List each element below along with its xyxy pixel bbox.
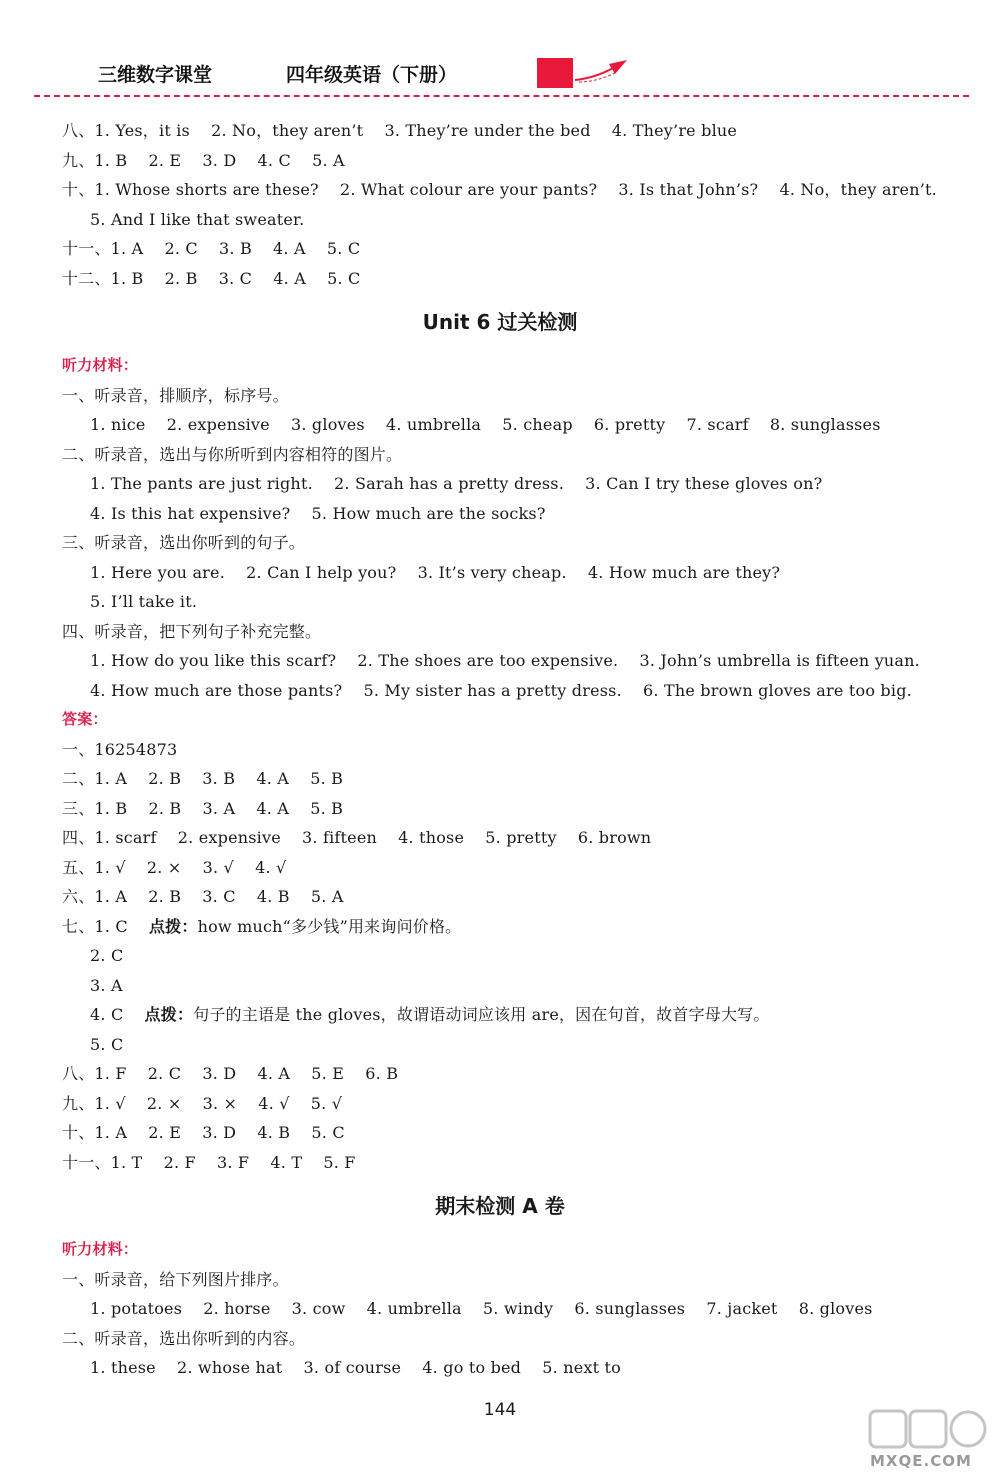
- book-title: 四年级英语（下册）: [286, 64, 458, 86]
- listening-line: 1. nice 2. expensive 3. gloves 4. umbrella 5. cheap 6. pretty 7. scarf 8. sunglasses: [90, 415, 881, 434]
- question-heading: 一、听录音，给下列图片排序。: [62, 1269, 289, 1289]
- series-title: 三维数字课堂: [98, 64, 213, 86]
- listening-line: 4. How much are those pants? 5. My sister has a pretty dress. 6. The brown gloves are too big.: [90, 680, 912, 700]
- tip-text: 句子的主语是 the gloves，故谓语动词应该用 are，因在句首，故首字母大写。: [193, 1005, 770, 1024]
- listening-line: 1. potatoes 2. horse 3. cow 4. umbrella 5. windy 6. sunglasses 7. jacket 8. gloves: [90, 1299, 873, 1318]
- answer-line: 2. C: [90, 946, 124, 965]
- answer-line: 3. A: [90, 975, 123, 995]
- page-header: [0, 0, 1000, 100]
- answer-line: 十二、1. B 2. B 3. C 4. A 5. C: [62, 268, 361, 288]
- answer-line: 十、1. Whose shorts are these? 2. What colour are your pants? 3. Is that John’s? 4. No，they aren’t.: [62, 180, 937, 199]
- answer-line-with-tip: [0, 1000, 1000, 1030]
- answer-line: 5. And I like that sweater.: [90, 209, 305, 229]
- answer-line: 四、1. scarf 2. expensive 3. fifteen 4. those 5. pretty 6. brown: [62, 828, 652, 847]
- answer-line: 九、1. √ 2. × 3. × 4. √ 5. √: [62, 1093, 343, 1113]
- rocket-logo-icon: [535, 56, 635, 92]
- answer-line: 五、1. √ 2. × 3. √ 4. √: [62, 857, 287, 877]
- answer-line: 十、1. A 2. E 3. D 4. B 5. C: [62, 1123, 345, 1142]
- question-heading: 二、听录音，选出与你所听到内容相符的图片。: [62, 444, 403, 464]
- answer-line: 三、1. B 2. B 3. A 4. A 5. B: [62, 798, 344, 818]
- answer-text: 七、1. C: [62, 916, 149, 936]
- question-heading: 四、听录音，把下列句子补充完整。: [62, 621, 322, 641]
- tip-label: 点拨：: [148, 916, 198, 936]
- header-divider: [34, 95, 969, 97]
- listening-material-label: 听力材料：: [62, 1240, 139, 1258]
- question-heading: 三、听录音，选出你听到的句子。: [62, 533, 306, 552]
- listening-line: 1. The pants are just right. 2. Sarah has a pretty dress. 3. Can I try these gloves on?: [90, 474, 823, 493]
- question-heading: 一、听录音，排顺序，标序号。: [62, 385, 289, 405]
- answers-label: 答案：: [62, 710, 108, 728]
- listening-line: 1. Here you are. 2. Can I help you? 3. It’s very cheap. 4. How much are they?: [90, 562, 781, 582]
- listening-material-label: 听力材料：: [62, 356, 139, 374]
- answer-line: 九、1. B 2. E 3. D 4. C 5. A: [62, 150, 345, 170]
- final-exam-a-title: 期末检测 A 卷: [435, 1194, 565, 1218]
- listening-line: 1. these 2. whose hat 3. of course 4. go to bed 5. next to: [90, 1358, 621, 1377]
- listening-line: 1. How do you like this scarf? 2. The shoes are too expensive. 3. John’s umbrella is fifteen yuan.: [90, 651, 920, 670]
- answer-line: 六、1. A 2. B 3. C 4. B 5. A: [62, 887, 344, 906]
- answer-content: [0, 116, 1000, 1383]
- answer-line: 十一、1. T 2. F 3. F 4. T 5. F: [62, 1152, 356, 1172]
- tip-label: 点拨：: [144, 1005, 194, 1024]
- answer-line: 八、1. Yes，it is 2. No，they aren’t 3. They’re under the bed 4. They’re blue: [62, 121, 738, 140]
- watermark-text: MXQE.COM: [870, 1452, 972, 1470]
- tip-text: how much“多少钱”用来询问价格。: [197, 916, 462, 936]
- question-heading: 二、听录音，选出你听到的内容。: [62, 1328, 306, 1348]
- listening-line: 4. Is this hat expensive? 5. How much are the socks?: [90, 503, 546, 523]
- answer-line: 二、1. A 2. B 3. B 4. A 5. B: [62, 769, 344, 788]
- page-number: 144: [483, 1400, 517, 1420]
- answer-line: 十一、1. A 2. C 3. B 4. A 5. C: [62, 239, 361, 258]
- answer-text: 4. C: [90, 1005, 145, 1024]
- answer-line: 5. C: [90, 1034, 124, 1054]
- listening-line: 5. I’ll take it.: [90, 592, 198, 611]
- answer-line: 一、16254873: [62, 739, 178, 759]
- answer-line-with-tip: [0, 912, 1000, 942]
- unit6-section-title: Unit 6 过关检测: [422, 310, 578, 334]
- answer-line: 八、1. F 2. C 3. D 4. A 5. E 6. B: [62, 1064, 399, 1083]
